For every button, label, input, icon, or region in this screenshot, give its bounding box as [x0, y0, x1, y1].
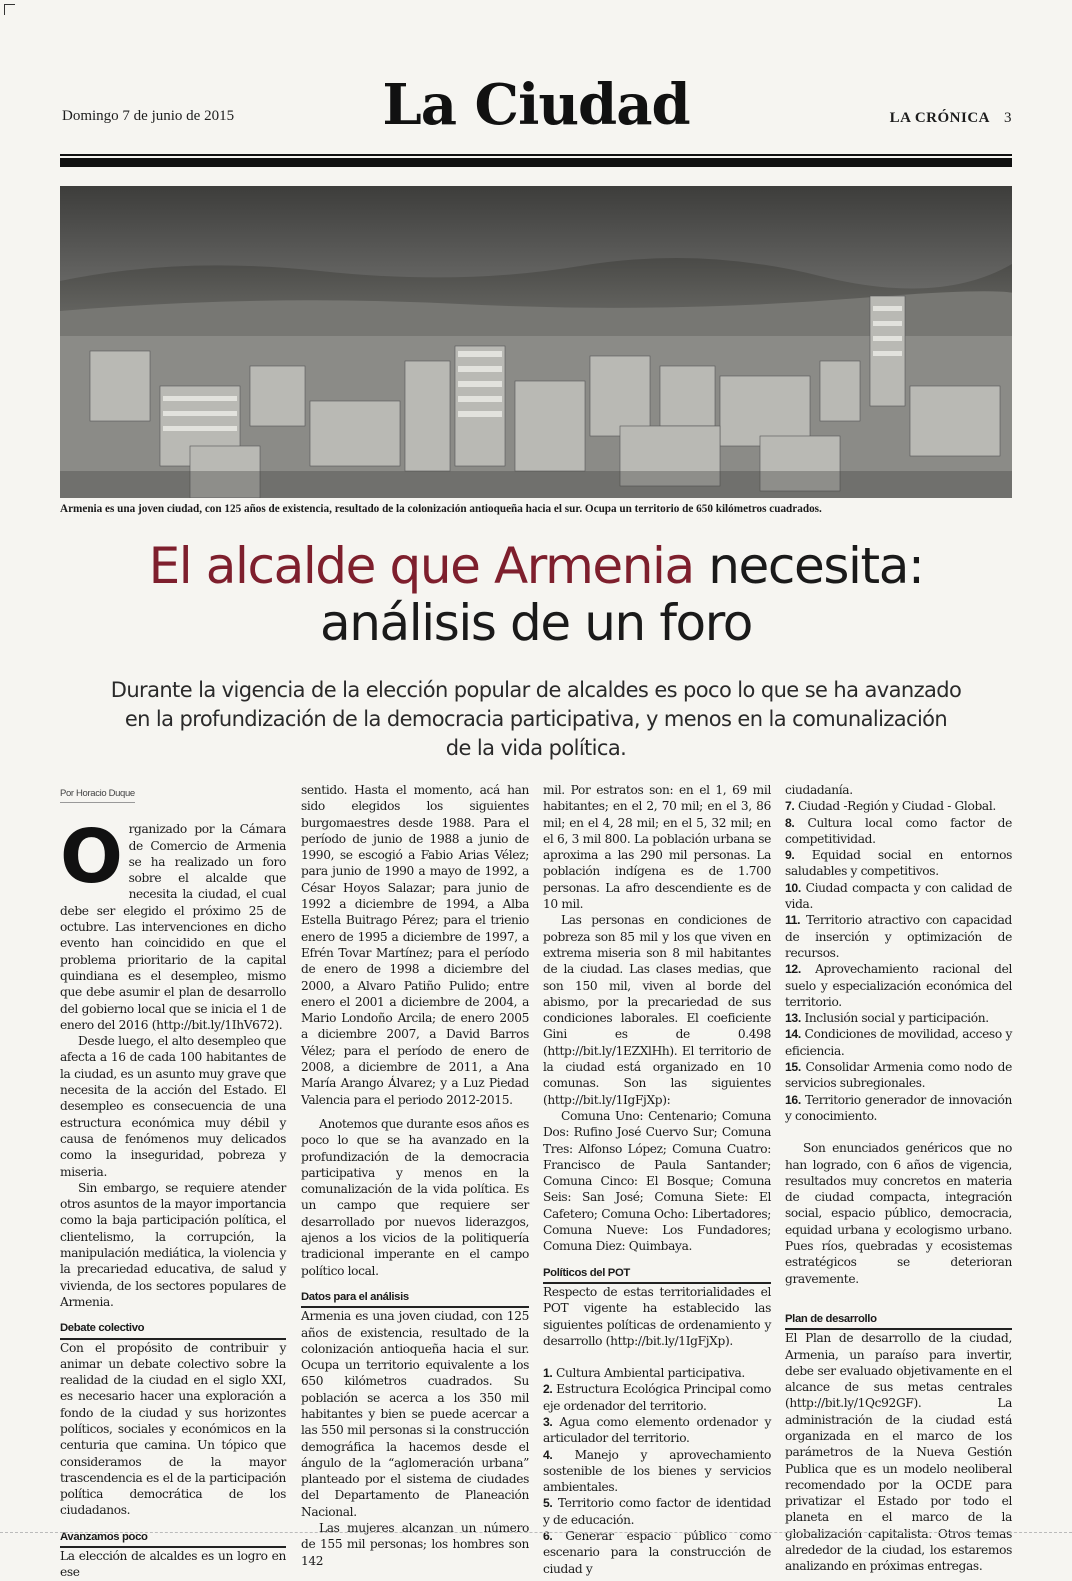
paragraph: Armenia es una joven ciudad, con 125 años de existencia, resultado de la colonización antioqueña hacia el sur. Ocupa un territorio equivalente a los 650 kilómetros cuadrados. Su población se acerca a los 350 mil habitantes y bien se puede acercar a las 550 mil personas si la construcción demográfica la hacemos desde el ángulo de la “aglomeración urbana” planteado por el sistema de ciudades del Departamento de Planeación Nacional. — [301, 1309, 529, 1519]
list-number: 1. — [543, 1366, 553, 1381]
spacer — [543, 1349, 771, 1365]
paragraph: ciudadanía. — [785, 783, 853, 797]
publication-label: LA CRÓNICA — [889, 110, 990, 126]
list-text: Generar espacio público como escenario para la construcción de ciudad y — [543, 1529, 771, 1576]
header-rule-thick — [60, 158, 1012, 167]
headline-line2: análisis de un foro — [320, 594, 752, 652]
city-photo — [60, 186, 1012, 498]
list-item — [543, 1381, 771, 1414]
paragraph: sentido. Hasta el momento, acá han sido elegidos los siguientes burgomaestres desde 1988. Para el período de junio de 1988 a junio de 1990, se escogió a Fabio Arias Vélez; para junio de 1990 a mayo de 1992, a César Hoyos Salazar; para junio de 1992 a diciembre de 1994, a Alba Estella Buitrago Pérez; para el trienio enero de 1995 a diciembre de 1997, a Efrén Tovar Martínez; para el período de enero de 1998 a diciembre del 2000, a Alvaro Patiño Pulido; entre enero el 2001 a diciembre de 2004, a Mario Londoño Arcila; de enero 2005 a diciembre 2007, a David Barros Vélez; para el período de enero de 2008, a diciembre de 2011, a Ana María Arango Álvarez; y a Luz Piedad Valencia para el periodo 2012-2015. — [301, 783, 529, 1107]
spacer — [785, 1124, 1012, 1140]
paragraph: Las mujeres alcanzan un número de 155 mil personas; los hombres son 142 — [301, 1521, 529, 1568]
paragraph: mil. Por estratos son: en el 1, 69 mil habitantes; en el 2, 70 mil; en el 3, 86 mil; en el 4, 28 mil; en el 5, 32 mil; en el 6, 3 mil 800. La población urbana se aproxima a las 290 mil personas. La población indígena es de 1.700 personas. La afro descendiente es de 10 mil. — [543, 783, 771, 912]
headline-rest: necesita: — [708, 537, 924, 595]
header-rule-thin — [60, 154, 1012, 156]
crop-mark — [4, 4, 15, 15]
lead-paragraph — [60, 814, 286, 1033]
paragraph: Las personas en condiciones de pobreza son 85 mil y los que viven en extrema miseria son 8 mil habitantes de la ciudad. Las clases medias, que son 150 mil, viven al borde del abismo, por la precariedad de sus condiciones laborales. El coeficiente Gini es de 0.498 (http://bit.ly/1EZXlHh). El territorio de la ciudad está organizado en 10 comunas. Son las siguientes (http://bit.ly/1IgFjXp): — [543, 913, 771, 1107]
list-text: Territorio atractivo con capacidad de inserción y optimización de recursos. — [785, 913, 1013, 960]
list-number: 7. — [785, 799, 795, 814]
list-text: Estructura Ecológica Principal como eje ordenador del territorio. — [543, 1382, 771, 1413]
list-item — [785, 847, 1012, 880]
list-number: 5. — [543, 1496, 553, 1511]
list-text: Aprovechamiento racional del suelo y especialización económica del territorio. — [785, 962, 1012, 1009]
byline: Por Horacio Duque — [60, 786, 135, 803]
list-item — [543, 1365, 771, 1381]
article-headline — [40, 538, 1032, 652]
city-skyline-image — [60, 186, 1012, 498]
list-number: 6. — [543, 1529, 553, 1544]
subtitle-politicos-pot: Políticos del POT — [543, 1265, 771, 1284]
list-number: 3. — [543, 1414, 553, 1429]
article-column-1 — [60, 782, 286, 1581]
list-item — [543, 1495, 771, 1528]
article-column-4 — [785, 782, 1012, 1575]
photo-caption: Armenia es una joven ciudad, con 125 años de existencia, resultado de la colonización antioqueña hacia el sur. Ocupa un territorio de 650 kilómetros cuadrados. — [60, 503, 822, 515]
subtitle-plan-desarrollo: Plan de desarrollo — [785, 1311, 1012, 1330]
list-item — [785, 880, 1012, 913]
paragraph: Sin embargo, se requiere atender otros asuntos de la mayor importancia como la baja participación política, el clientelismo, la corrupción, la manipulación mediática, la violencia y la precariedad educativa, de salud y vivienda, de los sectores populares de Armenia. — [60, 1180, 286, 1309]
list-item — [543, 1447, 771, 1496]
paragraph: Respecto de estas territorialidades el POT vigente ha establecido las siguientes políticas de ordenamiento y desarrollo (http://bit.ly/1IgFjXp). — [543, 1284, 771, 1348]
list-text: Equidad social en entornos saludables y competitivos. — [785, 848, 1012, 879]
list-text: Consolidar Armenia como nodo de servicios subregionales. — [785, 1060, 1012, 1091]
section-title: La Ciudad — [382, 72, 690, 138]
page-number: 3 — [1004, 110, 1012, 126]
subtitle-debate: Debate colectivo — [60, 1320, 286, 1339]
list-item — [785, 1059, 1012, 1092]
paragraph: Desde luego, el alto desempleo que afecta a 16 de cada 100 habitantes de la ciudad, es un asunto muy grave que necesita de la acción del Estado. El desempleo es consecuencia de una estructura económica muy débil y causa de fenómenos muy delicados como la inseguridad, pobreza y miseria. — [60, 1034, 286, 1179]
list-item — [785, 1010, 1012, 1026]
paragraph: Comuna Uno: Centenario; Comuna Dos: Rufino José Cuervo Sur; Comuna Tres: Alfonso López; Comuna Cuatro: Francisco de Paula Santander; Comuna Cinco: El Bosque; Comuna Seis: San José; Comuna Siete: El Cafetero; Comuna Ocho: Libertadores; Comuna Nueve: Los Fundadores; Comuna Diez: Quimbaya. — [543, 1108, 771, 1254]
list-text: Ciudad -Región y Ciudad - Global. — [798, 799, 996, 814]
list-number: 4. — [543, 1447, 553, 1462]
list-text: Condiciones de movilidad, acceso y eficiencia. — [785, 1027, 1012, 1058]
list-item — [543, 1414, 771, 1447]
list-number: 14. — [785, 1027, 801, 1042]
list-item — [785, 961, 1012, 1010]
paragraph: La elección de alcaldes es un logro en ese — [60, 1549, 286, 1580]
drop-cap: O — [60, 814, 123, 901]
issue-date: Domingo 7 de junio de 2015 — [62, 108, 235, 124]
list-text: Territorio como factor de identidad y de educación. — [543, 1496, 771, 1527]
subtitle-datos: Datos para el análisis — [301, 1289, 529, 1308]
page-bottom-edge — [0, 1532, 1072, 1534]
list-item — [785, 912, 1012, 961]
list-number: 8. — [785, 815, 795, 830]
subtitle-avanzamos: Avanzamos poco — [60, 1529, 286, 1548]
headline-highlight: El alcalde que Armenia — [148, 537, 694, 595]
article-column-2 — [301, 782, 529, 1569]
paragraph: Son enunciados genéricos que no han logrado, con 6 años de vigencia, resultados muy concretos en materia de ciudad compacta, integración social, espacio público, democracia, equidad urbana y ecologismo urbano. Pues ríos, quebradas y ecosistemas estratégicos se deterioran gravemente. — [785, 1141, 1012, 1286]
list-text: Cultura local como factor de competitividad. — [785, 815, 1012, 846]
list-number: 2. — [543, 1382, 553, 1397]
list-text: Ciudad compacta y con calidad de vida. — [785, 880, 1013, 912]
list-number: 16. — [785, 1092, 801, 1107]
list-number: 10. — [785, 880, 801, 895]
list-text: Agua como elemento ordenador y articulador del territorio. — [543, 1414, 771, 1446]
list-number: 11. — [785, 913, 801, 928]
list-text: Cultura Ambiental participativa. — [556, 1366, 745, 1381]
article-column-3 — [543, 782, 771, 1577]
publication-name — [890, 110, 1012, 127]
list-item — [785, 1092, 1012, 1125]
list-number: 12. — [785, 962, 801, 977]
list-item — [785, 1026, 1012, 1059]
list-number: 15. — [785, 1060, 801, 1075]
list-item — [543, 1528, 771, 1577]
list-item — [785, 798, 1012, 814]
list-text: Manejo y aprovechamiento sostenible de los bienes y servicios ambientales. — [543, 1447, 771, 1495]
list-number: 13. — [785, 1011, 801, 1026]
list-item — [785, 815, 1012, 848]
paragraph: Con el propósito de contribuir y animar un debate colectivo sobre la realidad de la ciudad en el siglo XXI, es necesario hacer una exploración a fondo de la ciudad y sus horizontes políticos, sociales y económicos en la centuria que camina. Un tópico que consideramos de la mayor trascendencia es el de la participación política democrática de los ciudadanos. — [60, 1340, 286, 1518]
paragraph: Anotemos que durante esos años es poco lo que se ha avanzado en la profundización de la democracia participativa y menos en la comunalización de la vida política. Es un campo que requiere ser desarrollado por nuevos liderazgos, ajenos a los vicios de la politiquería tradicional imperante en el campo político local. — [301, 1116, 529, 1278]
article-subhead: Durante la vigencia de la elección popular de alcaldes es poco lo que se ha avanzado en la profundización de la democracia participativa, y menos en la comunalización de la vida política. — [110, 678, 962, 760]
paragraph: El Plan de desarrollo de la ciudad, Armenia, un paraíso para invertir, debe ser evaluado objetivamente en el alcance de sus metas centrales (http://bit.ly/1Qc92GF). La administración de la ciudad está organizada en el marco de los parámetros de la Nueva Gestión Publica que es un modelo neoliberal recomendado por la OCDE para privatizar el Estado por todo el planeta en el marco de la globalización capitalista. Otros temas alrededor de la ciudad, los estaremos analizando en próximas entregas. — [785, 1331, 1012, 1574]
list-text: Inclusión social y participación. — [804, 1011, 989, 1026]
lead-text: rganizado por la Cámara de Comercio de Armenia se ha realizado un foro sobre el alcalde que necesita la ciudad, el cual debe ser elegido el próximo 25 de octubre. Las intervenciones en dicho evento han coincidido en que el problema prioritario de la capital quindiana es el desempleo, mismo que debe asumir el plan de desarrollo del gobierno local que se inicia el 1 de enero del 2016 (http://bit.ly/1IhV672). — [60, 822, 286, 1032]
list-text: Territorio generador de innovación y conocimiento. — [785, 1092, 1012, 1123]
list-number: 9. — [785, 848, 795, 863]
